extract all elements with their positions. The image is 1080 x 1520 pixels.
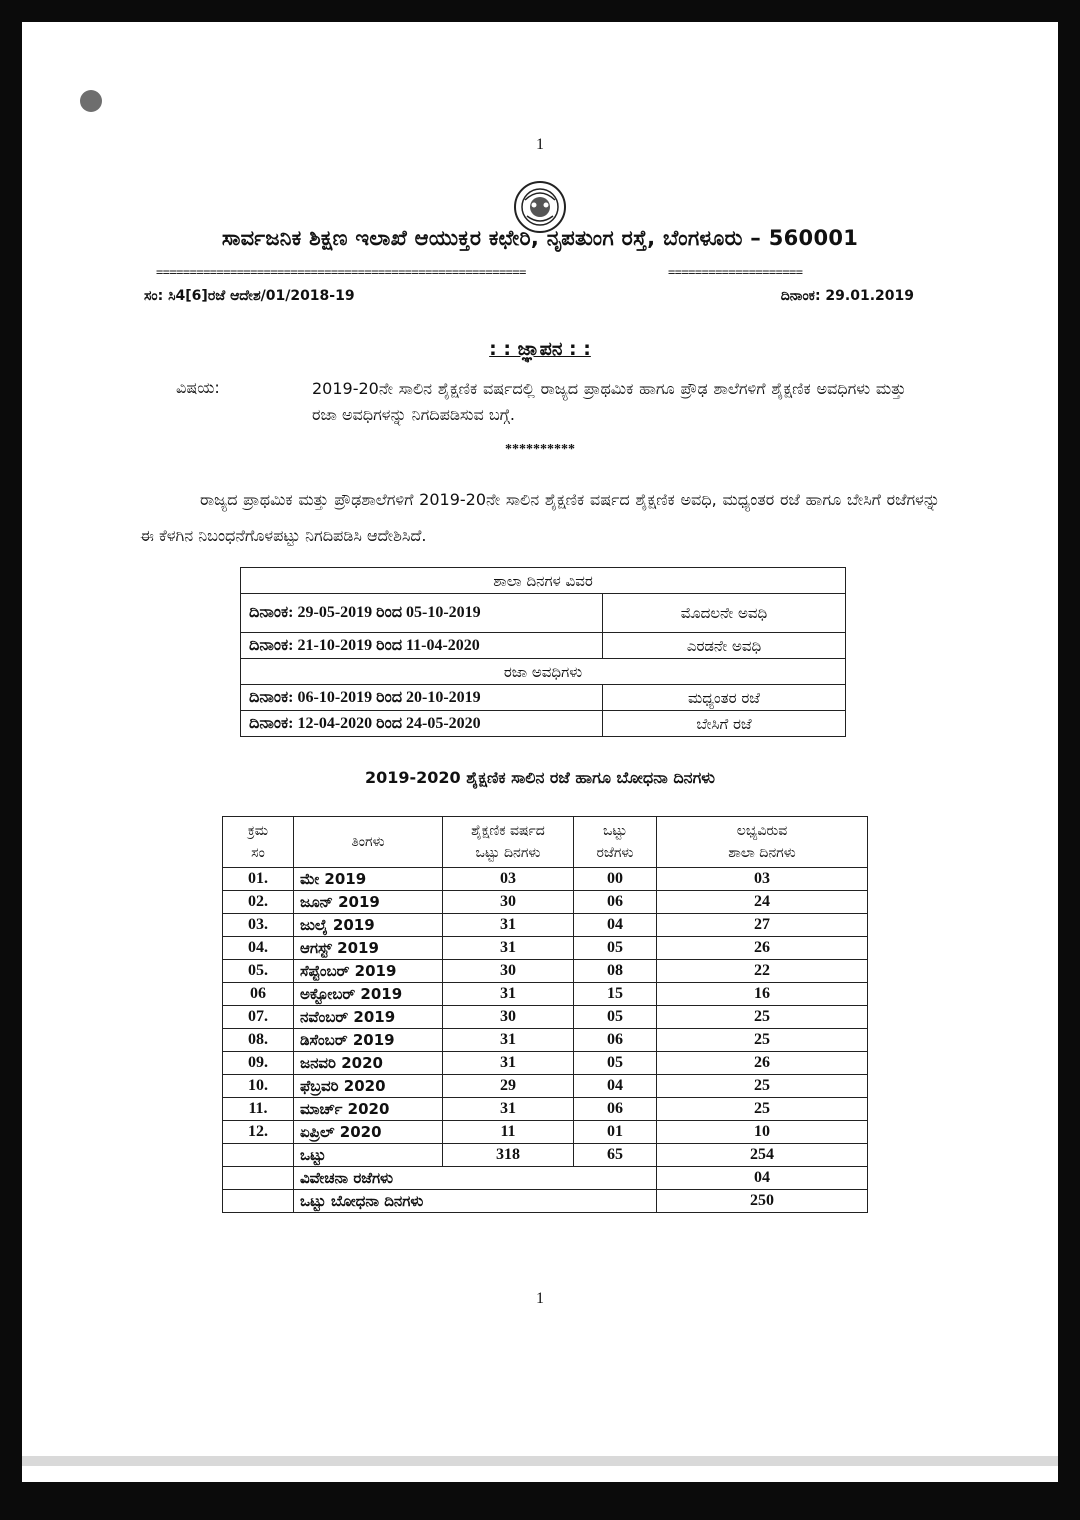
holiday-count: 05	[574, 937, 657, 960]
subject-text: 2019-20ನೇ ಸಾಲಿನ ಶೈಕ್ಷಣಿಕ ವರ್ಷದಲ್ಲಿ ರಾಜ್ಯದ ಪ್ರಾಥಮಿಕ ಹಾಗೂ ಪ್ರೌಢ ಶಾಲೆಗಳಿಗೆ ಶೈಕ್ಷಣಿಕ ಅವಧಿಗಳು ಮತ್ತು ರಜಾ ಅವಧಿಗಳನ್ನು ನಿಗದಿಪಡಿಸುವ ಬಗ್ಗೆ.	[312, 379, 906, 424]
period-dates: ದಿನಾಂಕ: 06-10-2019 ರಿಂದ 20-10-2019	[241, 685, 603, 711]
table-row	[223, 1098, 868, 1121]
serial-number: 04.	[223, 937, 294, 960]
order-paragraph: ರಾಜ್ಯದ ಪ್ರಾಥಮಿಕ ಮತ್ತು ಪ್ರೌಢಶಾಲೆಗಳಿಗೆ 2019-20ನೇ ಸಾಲಿನ ಶೈಕ್ಷಣಿಕ ವರ್ಷದ ಶೈಕ್ಷಣಿಕ ಅವಧಿ, ಮಧ್ಯಂತರ ರಜೆ ಹಾಗೂ ಬೇಸಿಗೆ ರಜೆಗಳನ್ನು ಈ ಕೆಳಗಿನ ನಿಬಂಧನೆಗೊಳಪಟ್ಟು ನಿಗದಿಪಡಿಸಿ ಆದೇಶಿಸಿದೆ.	[140, 490, 940, 545]
available-days: 25	[657, 1098, 868, 1121]
serial-number: 05.	[223, 960, 294, 983]
available-days: 26	[657, 937, 868, 960]
available-days: 27	[657, 914, 868, 937]
period-label: ಎರಡನೇ ಅವಧಿ	[603, 633, 846, 659]
period-dates: ದಿನಾಂಕ: 29-05-2019 ರಿಂದ 05-10-2019	[241, 594, 603, 633]
teaching-days-value: 250	[657, 1190, 868, 1213]
header-line: ಶಾಲಾ ದಿನಗಳು	[728, 845, 796, 861]
table-row	[223, 891, 868, 914]
discretionary-row	[223, 1167, 868, 1190]
separator-stars: **********	[505, 442, 575, 457]
month-name: ಸೆಪ್ಟೆಂಬರ್ 2019	[294, 960, 443, 983]
total-days: 11	[443, 1121, 574, 1144]
serial-number: 03.	[223, 914, 294, 937]
table-header-row	[223, 817, 868, 868]
month-name: ಅಕ್ಟೋಬರ್ 2019	[294, 983, 443, 1006]
total-days: 30	[443, 1006, 574, 1029]
holiday-count: 15	[574, 983, 657, 1006]
header-line: ಲಭ್ಯವಿರುವ	[736, 823, 788, 839]
divider-left: =======================================================	[156, 265, 526, 279]
table-row	[223, 1006, 868, 1029]
page-edge-strip	[22, 1456, 1058, 1466]
col-header-month	[294, 817, 443, 868]
holiday-count: 06	[574, 891, 657, 914]
period-dates: ದಿನಾಂಕ: 21-10-2019 ರಿಂದ 11-04-2020	[241, 633, 603, 659]
table-row	[241, 711, 846, 737]
holiday-count: 05	[574, 1006, 657, 1029]
memo-title	[22, 338, 1058, 360]
table-row	[241, 594, 846, 633]
table-row	[223, 868, 868, 891]
table-row	[241, 633, 846, 659]
document-date: ದಿನಾಂಕ: 29.01.2019	[780, 288, 914, 304]
periods-table	[240, 567, 846, 737]
serial-number: 06	[223, 983, 294, 1006]
month-name: ನವೆಂಬರ್ 2019	[294, 1006, 443, 1029]
divider-right: ====================	[668, 265, 803, 279]
total-label: ಒಟ್ಟು	[294, 1144, 443, 1167]
discretionary-label: ವಿವೇಚನಾ ರಜೆಗಳು	[294, 1167, 657, 1190]
total-days: 31	[443, 914, 574, 937]
empty-cell	[223, 1190, 294, 1213]
holiday-heading: ರಜಾ ಅವಧಿಗಳು	[241, 659, 846, 685]
month-name: ಮೇ 2019	[294, 868, 443, 891]
serial-number: 08.	[223, 1029, 294, 1052]
holiday-count: 01	[574, 1121, 657, 1144]
empty-cell	[223, 1167, 294, 1190]
month-name: ಜುಲೈ 2019	[294, 914, 443, 937]
serial-number: 10.	[223, 1075, 294, 1098]
discretionary-value: 04	[657, 1167, 868, 1190]
header-line: ರಜೆಗಳು	[596, 845, 634, 861]
period-label: ಬೇಸಿಗೆ ರಜೆ	[603, 711, 846, 737]
total-days: 30	[443, 960, 574, 983]
available-days: 26	[657, 1052, 868, 1075]
serial-number: 11.	[223, 1098, 294, 1121]
total-available-sum: 254	[657, 1144, 868, 1167]
available-days: 25	[657, 1006, 868, 1029]
available-days: 25	[657, 1075, 868, 1098]
memo-title-text: : : ಜ್ಞಾಪನ : :	[489, 338, 591, 360]
period-dates: ದಿನಾಂಕ: 12-04-2020 ರಿಂದ 24-05-2020	[241, 711, 603, 737]
empty-cell	[223, 1144, 294, 1167]
table-row	[223, 1075, 868, 1098]
available-days: 16	[657, 983, 868, 1006]
available-days: 25	[657, 1029, 868, 1052]
page-number-top: 1	[536, 136, 544, 153]
total-days: 31	[443, 937, 574, 960]
available-days: 22	[657, 960, 868, 983]
holiday-count: 00	[574, 868, 657, 891]
available-days: 10	[657, 1121, 868, 1144]
page-number-bottom: 1	[536, 1290, 544, 1307]
col-header-available-days	[657, 817, 868, 868]
document-page	[22, 22, 1058, 1482]
teaching-days-label: ಒಟ್ಟು ಬೋಧನಾ ದಿನಗಳು	[294, 1190, 657, 1213]
total-days: 29	[443, 1075, 574, 1098]
col-header-total-days	[443, 817, 574, 868]
col-header-sl	[223, 817, 294, 868]
serial-number: 09.	[223, 1052, 294, 1075]
table-row	[223, 960, 868, 983]
period-label: ಮಧ್ಯಂತರ ರಜೆ	[603, 685, 846, 711]
days-table	[222, 816, 868, 1213]
month-name: ಆಗಸ್ಟ್ 2019	[294, 937, 443, 960]
header-line: ಶೈಕ್ಷಣಿಕ ವರ್ಷದ	[471, 823, 545, 839]
reference-number: ಸಂ: ಸಿ4[6]ರಜೆ ಆದೇಶ/01/2018-19	[144, 288, 355, 304]
header-line: ಒಟ್ಟು ದಿನಗಳು	[475, 845, 541, 861]
days-table-body	[223, 868, 868, 1144]
office-title: ಸಾರ್ವಜನಿಕ ಶಿಕ್ಷಣ ಇಲಾಖೆ ಆಯುಕ್ತರ ಕಛೇರಿ, ನೃಪತುಂಗ ರಸ್ತೆ, ಬೆಂಗಳೂರು – 560001	[221, 226, 859, 250]
month-name: ಏಪ್ರಿಲ್ 2020	[294, 1121, 443, 1144]
table-row	[241, 659, 846, 685]
holiday-count: 08	[574, 960, 657, 983]
month-name: ಮಾರ್ಚ್ 2020	[294, 1098, 443, 1121]
total-holidays-sum: 65	[574, 1144, 657, 1167]
holiday-count: 04	[574, 914, 657, 937]
month-name: ಡಿಸೆಂಬರ್ 2019	[294, 1029, 443, 1052]
table-row	[223, 914, 868, 937]
serial-number: 01.	[223, 868, 294, 891]
header-line: ತಿಂಗಳು	[351, 834, 385, 850]
teaching-days-row	[223, 1190, 868, 1213]
header-line: ಕ್ರಮ	[247, 823, 269, 839]
total-days: 31	[443, 1029, 574, 1052]
total-days: 31	[443, 1098, 574, 1121]
total-row	[223, 1144, 868, 1167]
table-row	[223, 1121, 868, 1144]
serial-number: 12.	[223, 1121, 294, 1144]
col-header-holidays	[574, 817, 657, 868]
holiday-count: 06	[574, 1029, 657, 1052]
available-days: 03	[657, 868, 868, 891]
holiday-count: 05	[574, 1052, 657, 1075]
month-name: ಜೂನ್ 2019	[294, 891, 443, 914]
table-row	[241, 568, 846, 594]
total-days: 03	[443, 868, 574, 891]
days-table-title: 2019-2020 ಶೈಕ್ಷಣಿಕ ಸಾಲಿನ ರಜೆ ಹಾಗೂ ಬೋಧನಾ ದಿನಗಳು	[364, 768, 716, 787]
available-days: 24	[657, 891, 868, 914]
subject-label: ವಿಷಯ:	[176, 378, 220, 397]
month-name: ಫೆಬ್ರವರಿ 2020	[294, 1075, 443, 1098]
total-days: 31	[443, 983, 574, 1006]
period-label: ಮೊದಲನೇ ಅವಧಿ	[603, 594, 846, 633]
header-line: ಒಟ್ಟು	[602, 823, 627, 839]
punch-hole	[80, 90, 102, 112]
school-days-heading: ಶಾಲಾ ದಿನಗಳ ವಿವರ	[241, 568, 846, 594]
total-days: 31	[443, 1052, 574, 1075]
total-days-sum: 318	[443, 1144, 574, 1167]
table-row	[223, 1029, 868, 1052]
table-row	[223, 937, 868, 960]
serial-number: 07.	[223, 1006, 294, 1029]
holiday-count: 04	[574, 1075, 657, 1098]
serial-number: 02.	[223, 891, 294, 914]
header-line: ಸಂ	[251, 845, 265, 861]
table-row	[223, 1052, 868, 1075]
total-days: 30	[443, 891, 574, 914]
month-name: ಜನವರಿ 2020	[294, 1052, 443, 1075]
holiday-count: 06	[574, 1098, 657, 1121]
table-row	[223, 983, 868, 1006]
table-row	[241, 685, 846, 711]
